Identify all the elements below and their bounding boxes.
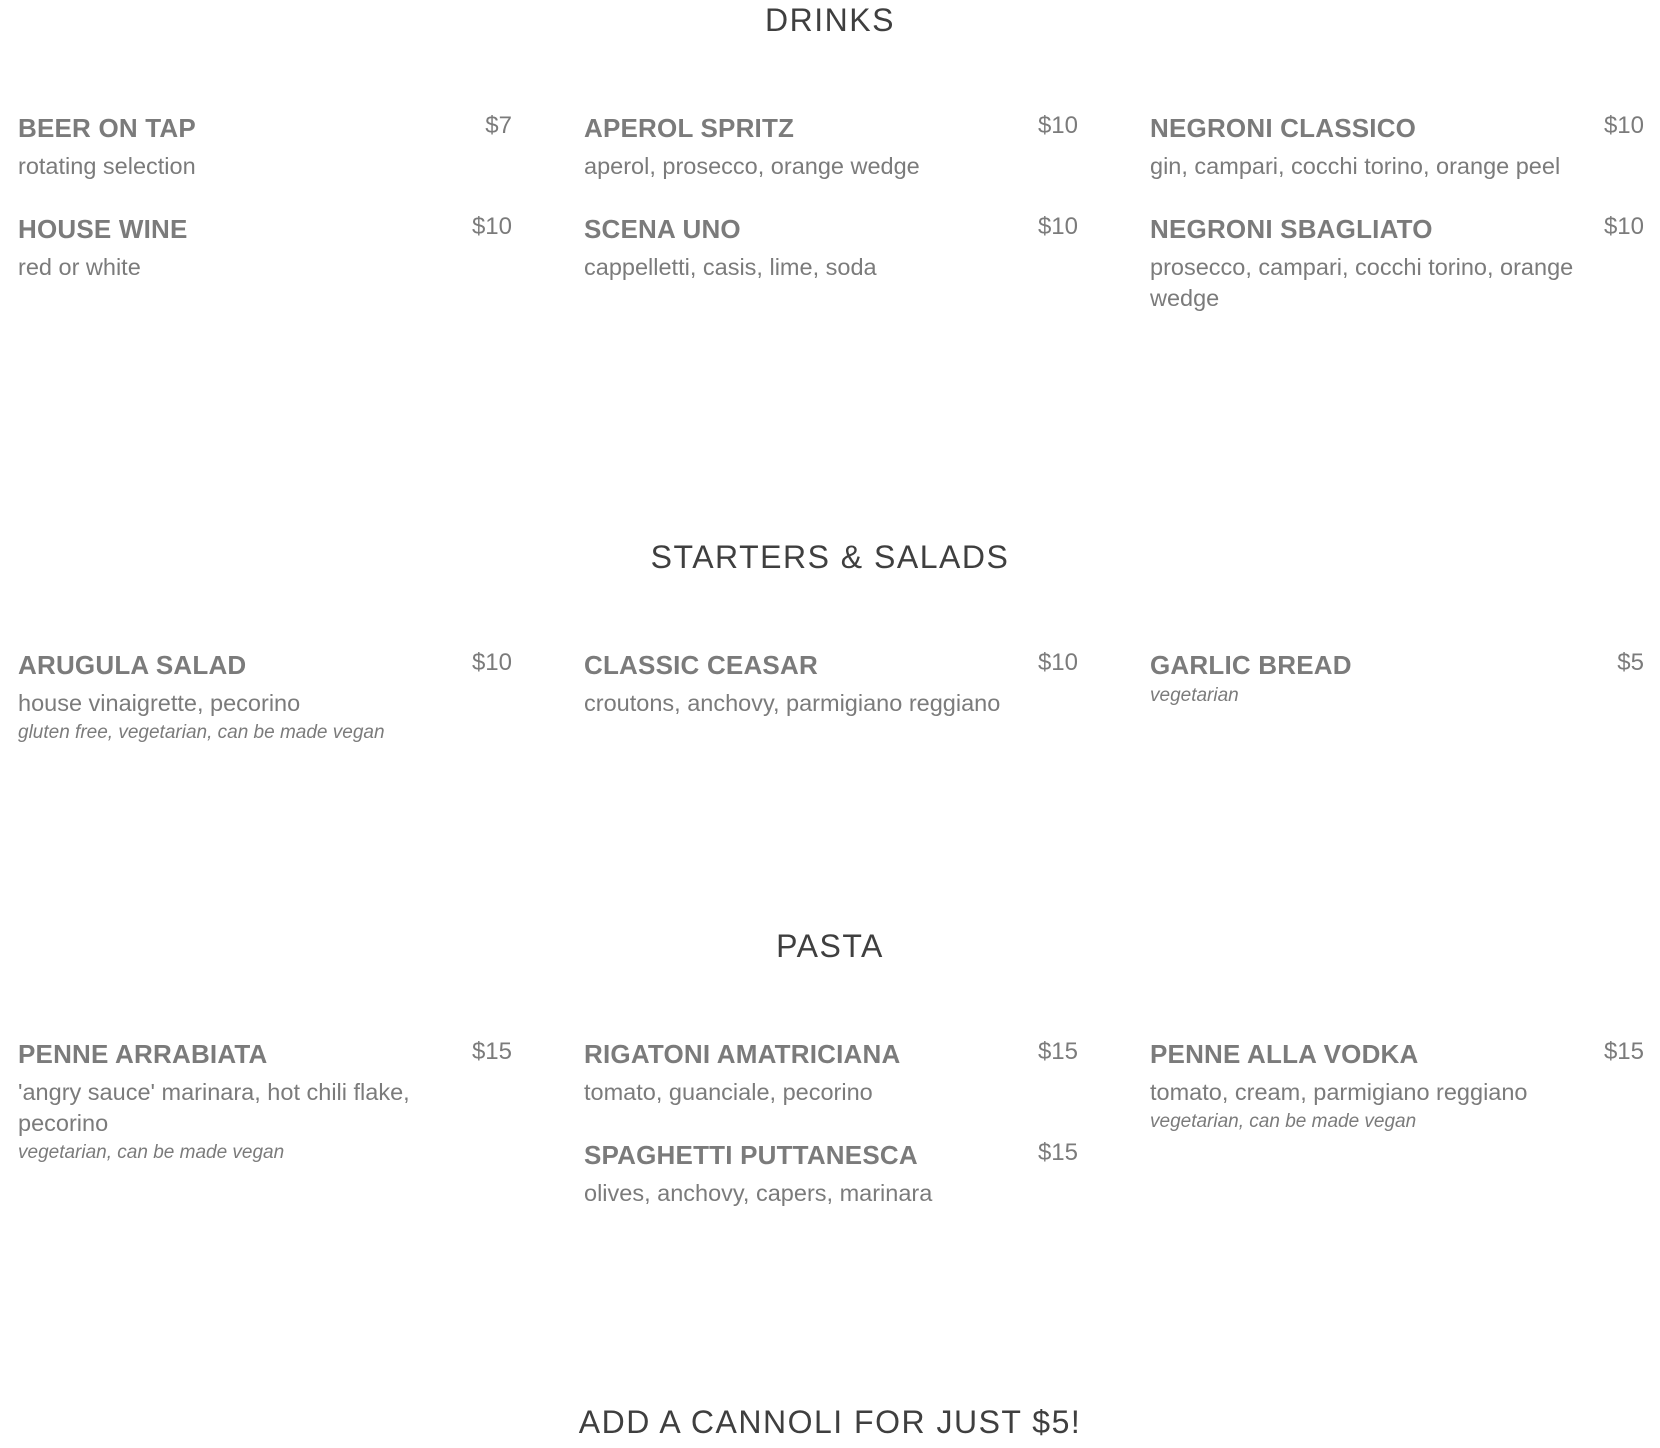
menu-item-garlic-bread <box>1150 648 1644 708</box>
item-description: red or white <box>18 254 141 280</box>
menu-item-aperol-spritz <box>584 111 1078 182</box>
drinks-column-1 <box>18 111 512 313</box>
item-name: PENNE ALLA VODKA <box>1150 1039 1419 1069</box>
dietary-note: vegetarian, can be made vegan <box>18 1142 285 1163</box>
menu-item-negroni-classico <box>1150 111 1644 182</box>
item-description: olives, anchovy, capers, marinara <box>584 1180 933 1206</box>
pasta-column-2 <box>584 1037 1078 1239</box>
pasta-column-1 <box>18 1037 512 1195</box>
item-price: $10 <box>1037 112 1078 139</box>
drinks-column-2 <box>584 111 1078 313</box>
dietary-note: vegetarian <box>1150 685 1239 706</box>
menu-item-spaghetti-puttanesca <box>584 1138 1078 1209</box>
dietary-note: gluten free, vegetarian, can be made vegan <box>18 722 385 743</box>
item-name: SCENA UNO <box>584 214 741 244</box>
item-price: $15 <box>1603 1038 1644 1065</box>
item-price: $7 <box>485 112 512 139</box>
item-name: BEER ON TAP <box>18 113 196 143</box>
item-description: house vinaigrette, pecorino <box>18 690 301 716</box>
dietary-note: vegetarian, can be made vegan <box>1150 1111 1417 1132</box>
item-name: RIGATONI AMATRICIANA <box>584 1039 901 1069</box>
starters-column-2 <box>584 648 1078 749</box>
item-price: $10 <box>471 649 512 676</box>
section-title-starters: STARTERS & SALADS <box>650 539 1010 575</box>
item-price: $10 <box>1603 112 1644 139</box>
item-price: $15 <box>1037 1139 1078 1166</box>
cannoli-promo: ADD A CANNOLI FOR JUST $5! <box>578 1404 1082 1440</box>
item-description: rotating selection <box>18 153 196 179</box>
item-name: GARLIC BREAD <box>1150 650 1352 680</box>
menu-item-house-wine <box>18 212 512 283</box>
item-price: $10 <box>471 213 512 240</box>
item-price: $15 <box>1037 1038 1078 1065</box>
menu-item-classic-ceasar <box>584 648 1078 719</box>
item-description: gin, campari, cocchi torino, orange peel <box>1150 153 1561 179</box>
item-price: $15 <box>471 1038 512 1065</box>
menu-item-negroni-sbagliato <box>1150 212 1644 314</box>
item-price: $10 <box>1603 213 1644 240</box>
item-name: NEGRONI SBAGLIATO <box>1150 214 1433 244</box>
item-name: CLASSIC CEASAR <box>584 650 818 680</box>
item-price: $5 <box>1617 649 1644 676</box>
section-title-pasta: PASTA <box>776 928 884 964</box>
item-description: tomato, cream, parmigiano reggiano <box>1150 1079 1528 1105</box>
menu-item-penne-arrabiata <box>18 1037 512 1165</box>
starters-column-1 <box>18 648 512 775</box>
item-description: tomato, guanciale, pecorino <box>584 1079 873 1105</box>
drinks-column-3 <box>1150 111 1644 344</box>
item-name: NEGRONI CLASSICO <box>1150 113 1417 143</box>
menu-item-penne-alla-vodka <box>1150 1037 1644 1134</box>
item-description: cappelletti, casis, lime, soda <box>584 254 877 280</box>
item-description: aperol, prosecco, orange wedge <box>584 153 920 179</box>
item-price: $10 <box>1037 649 1078 676</box>
menu-item-beer-on-tap <box>18 111 512 182</box>
item-description: prosecco, campari, cocchi torino, orange wedge <box>1150 254 1574 311</box>
starters-column-3 <box>1150 648 1644 738</box>
item-description: croutons, anchovy, parmigiano reggiano <box>584 690 1001 716</box>
item-description: 'angry sauce' marinara, hot chili flake, pecorino <box>18 1079 410 1136</box>
menu-item-arugula-salad <box>18 648 512 745</box>
item-name: APEROL SPRITZ <box>584 113 795 143</box>
item-name: HOUSE WINE <box>18 214 188 244</box>
item-name: PENNE ARRABIATA <box>18 1039 268 1069</box>
item-price: $10 <box>1037 213 1078 240</box>
menu-item-rigatoni-amatriciana <box>584 1037 1078 1108</box>
menu-item-scena-uno <box>584 212 1078 283</box>
item-name: SPAGHETTI PUTTANESCA <box>584 1140 918 1170</box>
item-name: ARUGULA SALAD <box>18 650 247 680</box>
pasta-column-3 <box>1150 1037 1644 1164</box>
section-title-drinks: DRINKS <box>765 2 895 38</box>
